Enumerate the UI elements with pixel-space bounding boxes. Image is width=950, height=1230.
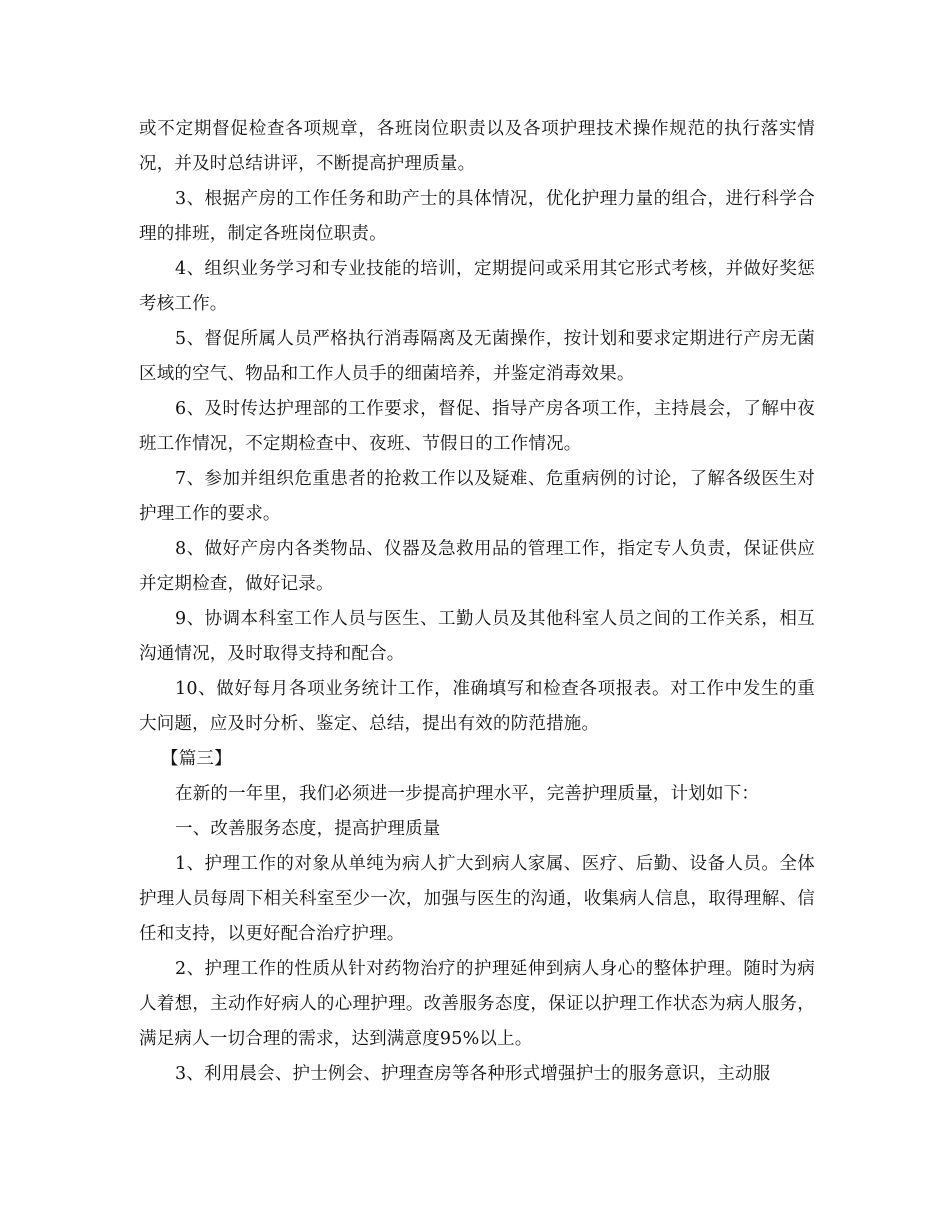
paragraph-item-3: 3、根据产房的工作任务和助产士的具体情况，优化护理力量的组合，进行科学合理的排班，制定各班岗位职责。	[139, 189, 815, 244]
paragraph-plan-3: 3、利用晨会、护士例会、护理查房等各种形式增强护士的服务意识，主动服	[175, 1064, 771, 1084]
paragraph-item-5: 5、督促所属人员严格执行消毒隔离及无菌操作，按计划和要求定期进行产房无菌区域的空气、物品和工作人员手的细菌培养，并鉴定消毒效果。	[139, 329, 815, 384]
paragraph-item-7: 7、参加并组织危重患者的抢救工作以及疑难、危重病例的讨论，了解各级医生对护理工作的要求。	[139, 469, 815, 524]
paragraph-item-9: 9、协调本科室工作人员与医生、工勤人员及其他科室人员之间的工作关系，相互沟通情况，及时取得支持和配合。	[139, 609, 815, 664]
paragraph-item-8: 8、做好产房内各类物品、仪器及急救用品的管理工作，指定专人负责，保证供应并定期检查，做好记录。	[139, 539, 815, 594]
paragraph-item-4: 4、组织业务学习和专业技能的培训，定期提问或采用其它形式考核，并做好奖惩考核工作。	[139, 259, 815, 314]
section-heading: 【篇三】	[161, 749, 232, 769]
paragraph-item-6: 6、及时传达护理部的工作要求，督促、指导产房各项工作，主持晨会，了解中夜班工作情况，不定期检查中、夜班、节假日的工作情况。	[139, 399, 815, 454]
paragraph-plan-1: 1、护理工作的对象从单纯为病人扩大到病人家属、医疗、后勤、设备人员。全体护理人员每周下相关科室至少一次，加强与医生的沟通，收集病人信息，取得理解、信任和支持，以更好配合治疗护理。	[139, 854, 815, 944]
document-body	[139, 112, 815, 1092]
paragraph-plan-2: 2、护理工作的性质从针对药物治疗的护理延伸到病人身心的整体护理。随时为病人着想，主动作好病人的心理护理。改善服务态度，保证以护理工作状态为病人服务，满足病人一切合理的需求，达到满意度95%以上。	[139, 959, 815, 1049]
paragraph-continuation: 或不定期督促检查各项规章，各班岗位职责以及各项护理技术操作规范的执行落实情况，并及时总结讲评，不断提高护理质量。	[139, 119, 815, 174]
subsection-heading: 一、改善服务态度，提高护理质量	[175, 819, 441, 839]
paragraph-intro: 在新的一年里，我们必须进一步提高护理水平，完善护理质量，计划如下：	[175, 784, 760, 804]
paragraph-item-10: 10、做好每月各项业务统计工作，准确填写和检查各项报表。对工作中发生的重大问题，应及时分析、鉴定、总结，提出有效的防范措施。	[139, 679, 815, 734]
